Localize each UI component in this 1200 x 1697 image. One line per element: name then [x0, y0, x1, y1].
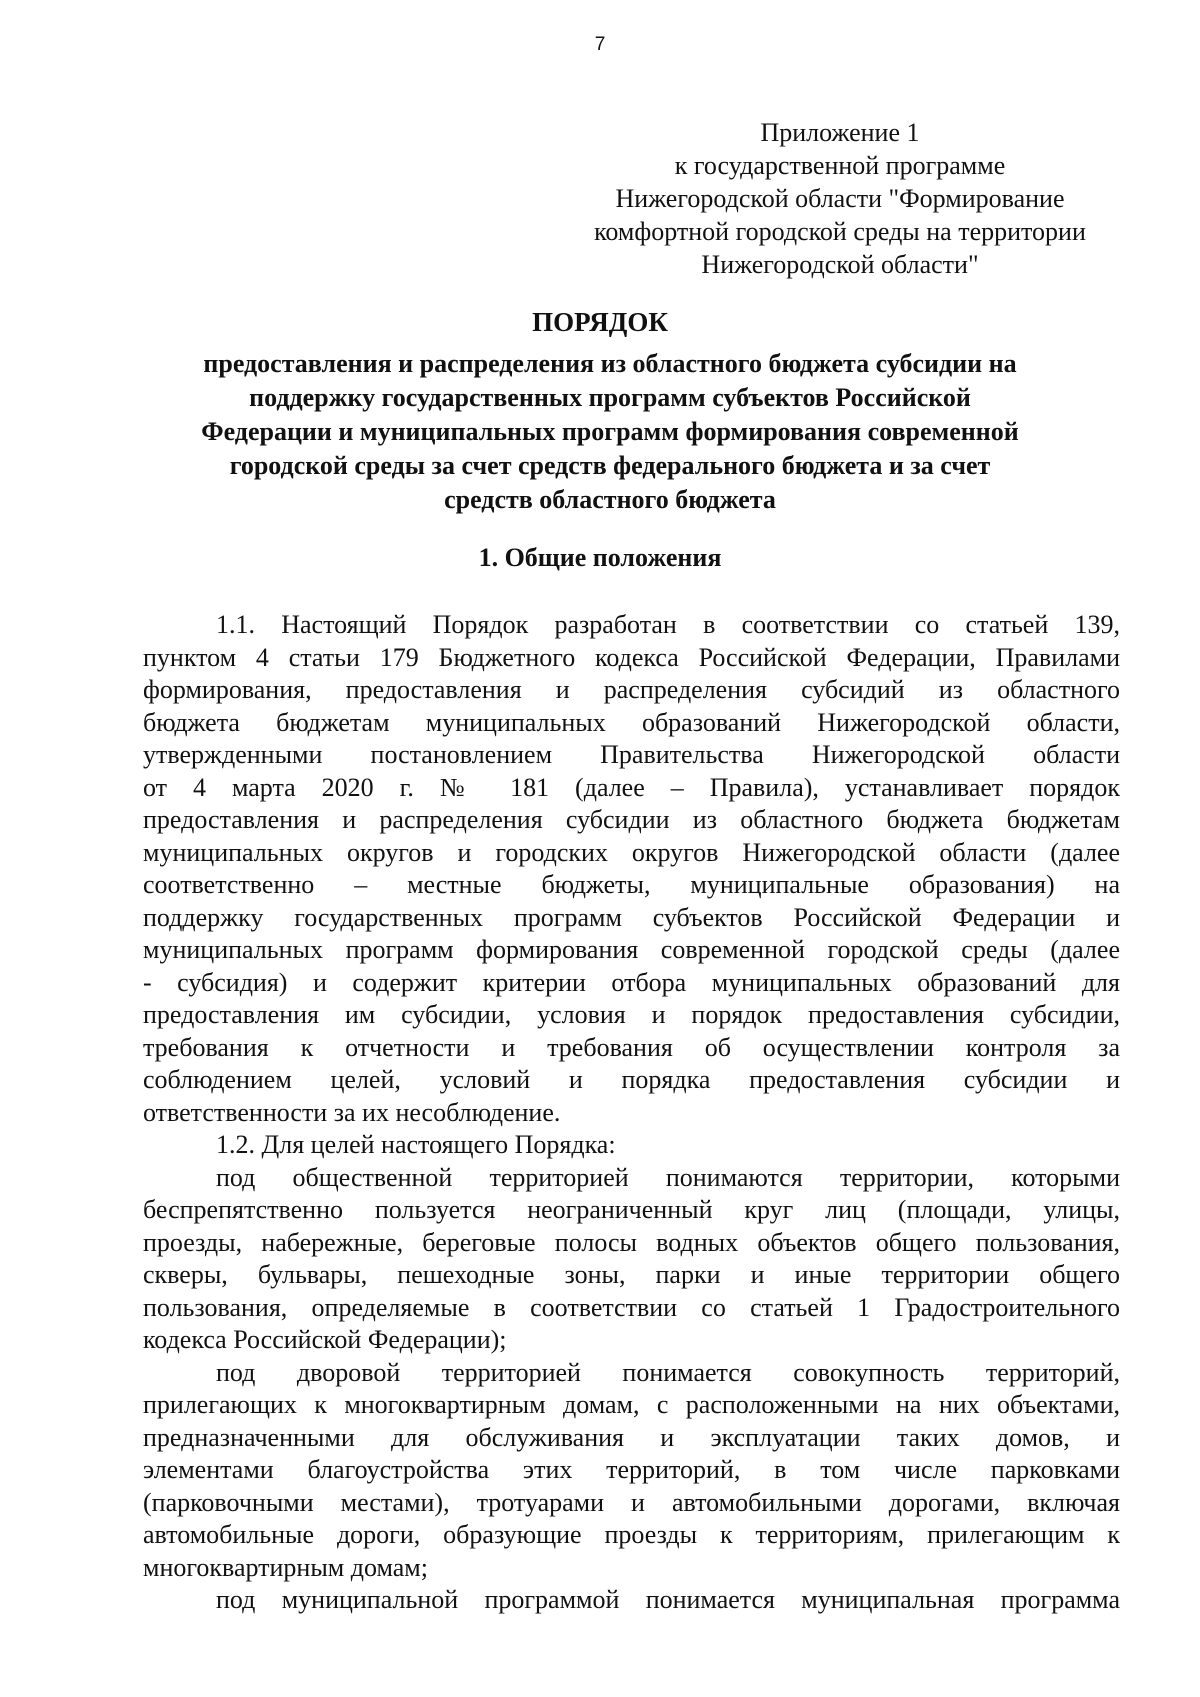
- body-line: элементами благоустройства этих территорий, в том числе парковками: [143, 1455, 1120, 1484]
- body-line: предоставления им субсидии, условия и порядок предоставления субсидии,: [143, 1000, 1120, 1029]
- body-line: пользования, определяемые в соответствии со статьей 1 Градостроительного: [143, 1292, 1120, 1322]
- body-line: проезды, набережные, береговые полосы водных объектов общего пользования,: [143, 1227, 1120, 1257]
- body-line: от 4 марта 2020 г. № 181 (далее – Правила), устанавливает порядок: [143, 772, 1120, 802]
- document-title: ПОРЯДОК: [532, 307, 668, 337]
- body-text: [143, 609, 1120, 1617]
- appendix-line: Приложение 1: [760, 118, 920, 147]
- appendix-line: Нижегородской области "Формирование: [615, 184, 1065, 213]
- subtitle-line: городской среды за счет средств федерального бюджета и за счет: [229, 451, 991, 480]
- body-line: под муниципальной программой понимается муниципальная программа: [216, 1585, 1120, 1614]
- subtitle-line: поддержку государственных программ субъектов Российской: [249, 383, 971, 412]
- body-line: кодекса Российской Федерации);: [143, 1325, 507, 1354]
- body-line: 1.1. Настоящий Порядок разработан в соответствии со статьей 139,: [216, 610, 1120, 639]
- section-heading: 1. Общие положения: [478, 543, 722, 572]
- body-line: прилегающих к многоквартирным домам, с расположенными на них объектами,: [143, 1390, 1120, 1419]
- body-line: бюджета бюджетам муниципальных образований Нижегородской области,: [143, 707, 1120, 737]
- body-line: беспрепятственно пользуется неограниченный круг лиц (площади, улицы,: [143, 1195, 1120, 1224]
- body-line: муниципальных программ формирования современной городской среды (далее: [143, 935, 1120, 964]
- subtitle-line: средств областного бюджета: [444, 485, 776, 514]
- body-line: соответственно – местные бюджеты, муниципальные образования) на: [143, 870, 1120, 899]
- body-line: пунктом 4 статьи 179 Бюджетного кодекса Российской Федерации, Правилами: [143, 642, 1120, 672]
- page-number: 7: [594, 34, 606, 55]
- appendix-line: комфортной городской среды на территории: [594, 217, 1086, 246]
- body-line: автомобильные дороги, образующие проезды к территориям, прилегающим к: [143, 1520, 1120, 1549]
- body-line: предназначенными для обслуживания и эксплуатации таких домов, и: [143, 1422, 1120, 1452]
- body-line: муниципальных округов и городских округов Нижегородской области (далее: [143, 837, 1120, 867]
- body-line: ответственности за их несоблюдение.: [143, 1097, 561, 1127]
- body-line: под общественной территорией понимаются территории, которыми: [216, 1162, 1120, 1192]
- subtitle-line: Федерации и муниципальных программ формирования современной: [201, 417, 1019, 446]
- subtitle-line: предоставления и распределения из областного бюджета субсидии на: [203, 349, 1017, 378]
- appendix-line: Нижегородской области": [701, 250, 979, 279]
- body-line: предоставления и распределения субсидии из областного бюджета бюджетам: [143, 805, 1120, 834]
- body-line: 1.2. Для целей настоящего Порядка:: [216, 1130, 616, 1159]
- document-subtitle: [140, 347, 1080, 517]
- body-line: соблюдением целей, условий и порядка предоставления субсидии и: [143, 1065, 1120, 1094]
- body-line: требования к отчетности и требования об осуществлении контроля за: [143, 1032, 1120, 1062]
- body-line: многоквартирным домам;: [143, 1552, 428, 1582]
- body-line: формирования, предоставления и распределения субсидий из областного: [143, 675, 1120, 704]
- body-line: - субсидия) и содержит критерии отбора муниципальных образований для: [143, 967, 1120, 997]
- body-line: поддержку государственных программ субъектов Российской Федерации и: [143, 902, 1120, 932]
- body-line: (парковочными местами), тротуарами и автомобильными дорогами, включая: [143, 1487, 1120, 1517]
- body-line: под дворовой территорией понимается совокупность территорий,: [216, 1357, 1120, 1387]
- appendix-line: к государственной программе: [674, 151, 1006, 180]
- body-line: скверы, бульвары, пешеходные зоны, парки и иные территории общего: [143, 1260, 1120, 1289]
- appendix-note: [560, 116, 1120, 281]
- body-line: утвержденными постановлением Правительства Нижегородской области: [143, 740, 1120, 769]
